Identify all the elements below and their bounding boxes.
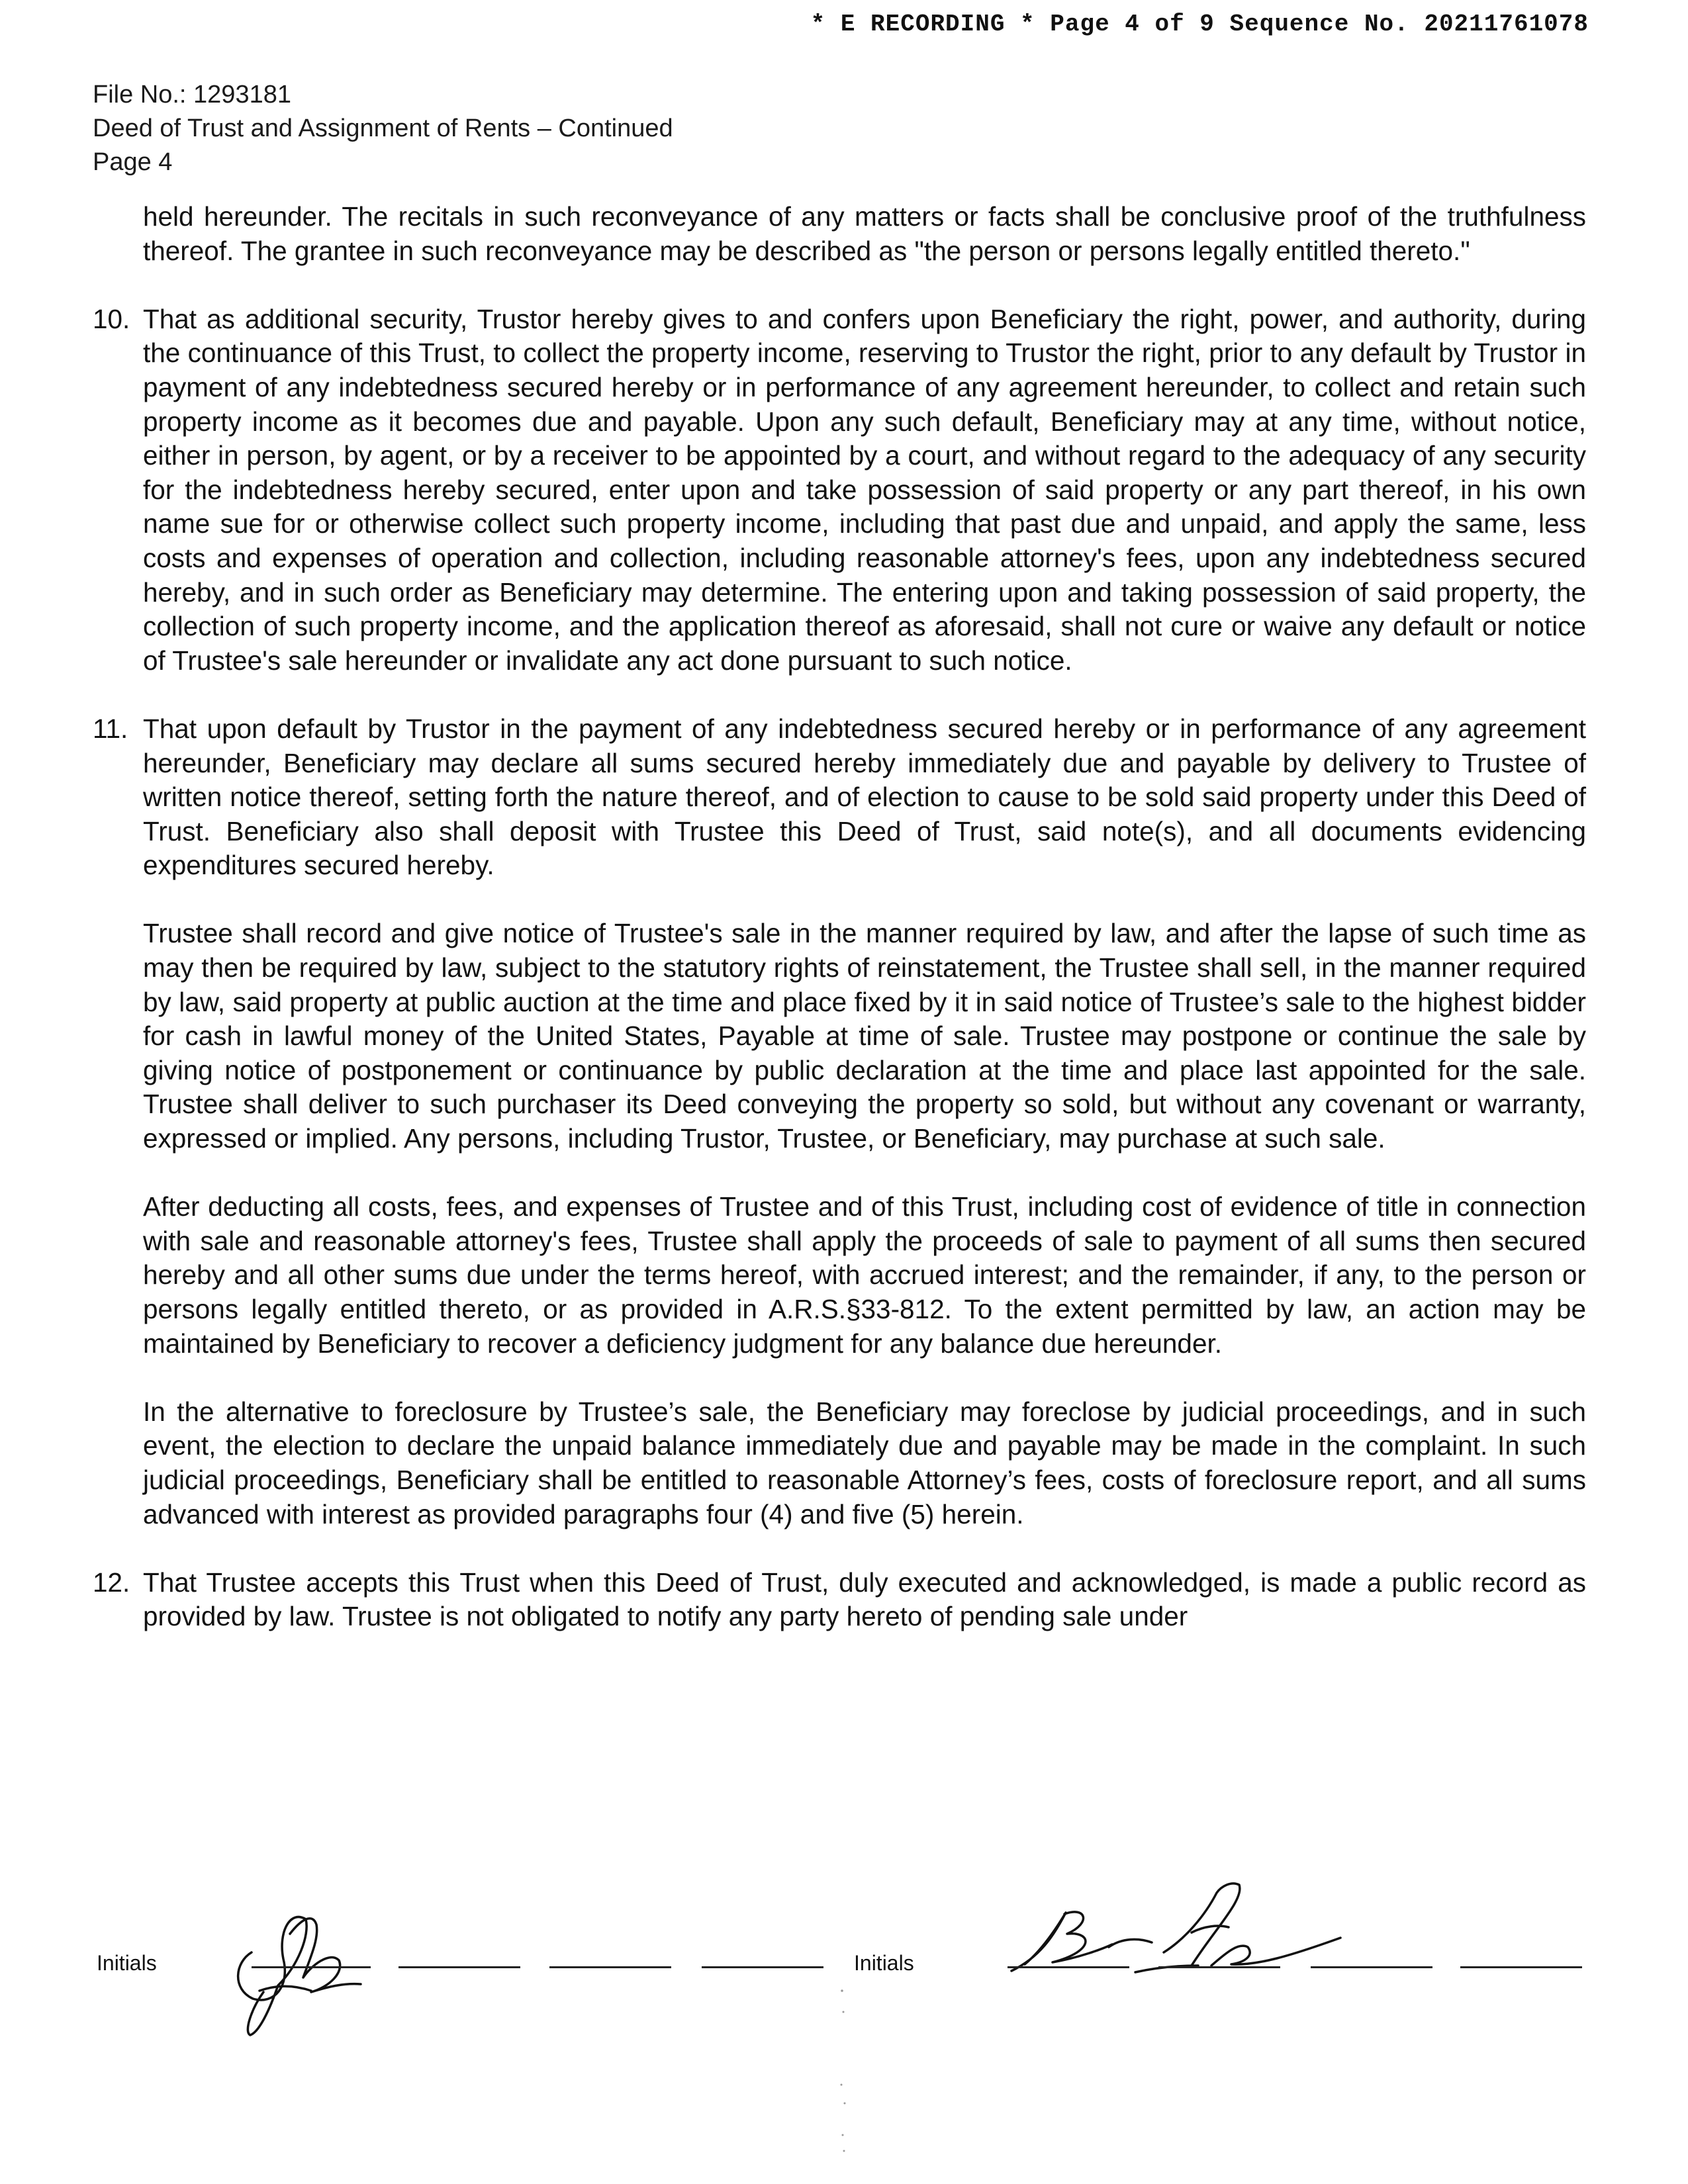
paragraph-11 [93,712,1586,883]
paragraph-number: 12. [93,1567,130,1598]
paragraph-text: That upon default by Trustor in the payment of any indebtedness secured hereby or in performance of any agreement hereunder, Beneficiary may declare all sums secured hereby immediately due and payable by delivery to Trustee of written notice thereof, setting forth the nature thereof, and of election to cause to be sold said property under this Deed of Trust. Beneficiary also shall deposit with Trustee this Deed of Trust, said note(s), and all documents evidencing expenditures secured hereby. [143,713,1586,881]
paragraph-text: That Trustee accepts this Trust when this Deed of Trust, duly executed and acknowledged, is made a public record as provided by law. Trustee is not obligated to notify any party hereto of pending sale under [143,1567,1586,1632]
paragraph-text: That as additional security, Trustor hereby gives to and confers upon Beneficiary the right, power, and authority, during the continuance of this Trust, to collect the property income, reserving to Trustor the right, prior to any default by Trustor in payment of any indebtedness secured hereby or in performance of any agreement hereunder, to collect and retain such property income as it becomes due and payable. Upon any such default, Beneficiary may at any time, without notice, either in person, by agent, or by a receiver to be appointed by a court, and without regard to the adequacy of any security for the indebtedness hereby secured, enter upon and take possession of said property or any part thereof, in his own name sue for or otherwise collect such property income, including that past due and unpaid, and apply the same, less costs and expenses of operation and collection, including reasonable attorney's fees, upon any indebtedness secured hereby, and in such order as Beneficiary may determine. The entering upon and taking possession of said property, the collection of such property income, and the application thereof as aforesaid, shall not cure or waive any default or notice of Trustee's sale hereunder or invalidate any act done pursuant to such notice. [143,303,1586,676]
initials-line [1460,1966,1582,1968]
initials-line [1008,1966,1129,1968]
initials-line [252,1966,371,1968]
document-body [93,200,1586,1668]
paragraph-10 [93,302,1586,678]
handwritten-initials-left [212,1873,384,2038]
initials-line [549,1966,671,1968]
initials-label-left: Initials [97,1951,157,1975]
initials-line [399,1966,520,1968]
initials-line [1158,1966,1280,1968]
paragraph-11-judicial-foreclosure: In the alternative to foreclosure by Trustee’s sale, the Beneficiary may foreclose by judicial proceedings, and in such event, the election to declare the unpaid balance immediately due and payable may be made in the complaint. In such judicial proceedings, Beneficiary shall be entitled to reasonable Attorney’s fees, costs of foreclosure report, and all sums advanced with interest as provided paragraphs four (4) and five (5) herein. [143,1396,1586,1529]
file-number: File No.: 1293181 [93,81,291,109]
initials-line [702,1966,823,1968]
recording-header: * E RECORDING * Page 4 of 9 Sequence No. 20211761078 [810,11,1589,38]
paragraph-11-trustee-sale: Trustee shall record and give notice of Trustee's sale in the manner required by law, and after the lapse of such time as may then be required by law, subject to the statutory rights of reinstatement, the Trustee shall sell, in the manner required by law, said property at public auction at the time and place fixed by it in said notice of Trustee’s sale to the highest bidder for cash in lawful money of the United States, Payable at time of sale. Trustee may postpone or continue the sale by giving notice of postponement or continuance by public declaration at the time and place last appointed for the sale. Trustee shall deliver to such purchaser its Deed conveying the property so sold, but without any covenant or warranty, expressed or implied. Any persons, including Trustor, Trustee, or Beneficiary, may purchase at such sale. [143,918,1586,1154]
initials-label-right: Initials [854,1951,914,1975]
paragraph-9-continued: held hereunder. The recitals in such reconveyance of any matters or facts shall be conclusive proof of the truthfulness thereof. The grantee in such reconveyance may be described as "the person or persons legally entitled thereto." [143,201,1586,266]
paragraph-11-proceeds: After deducting all costs, fees, and expenses of Trustee and of this Trust, including cost of evidence of title in connection with sale and reasonable attorney's fees, Trustee shall apply the proceeds of sale to payment of all sums then secured hereby and all other sums due under the terms hereof, with accrued interest; and the remainder, if any, to the person or persons legally entitled thereto, or as provided in A.R.S.§33-812. To the extent permitted by law, an action may be maintained by Beneficiary to recover a deficiency judgment for any balance due hereunder. [143,1191,1586,1359]
handwritten-initials-right [993,1873,1364,1992]
paragraph-number: 11. [93,713,128,744]
file-header [93,78,673,179]
paragraph-number: 10. [93,303,130,334]
document-title: Deed of Trust and Assignment of Rents – Continued [93,114,673,142]
page-number: Page 4 [93,148,173,176]
initials-line [1311,1966,1432,1968]
scan-artifact-dots [835,1985,855,2158]
paragraph-12 [93,1566,1586,1634]
